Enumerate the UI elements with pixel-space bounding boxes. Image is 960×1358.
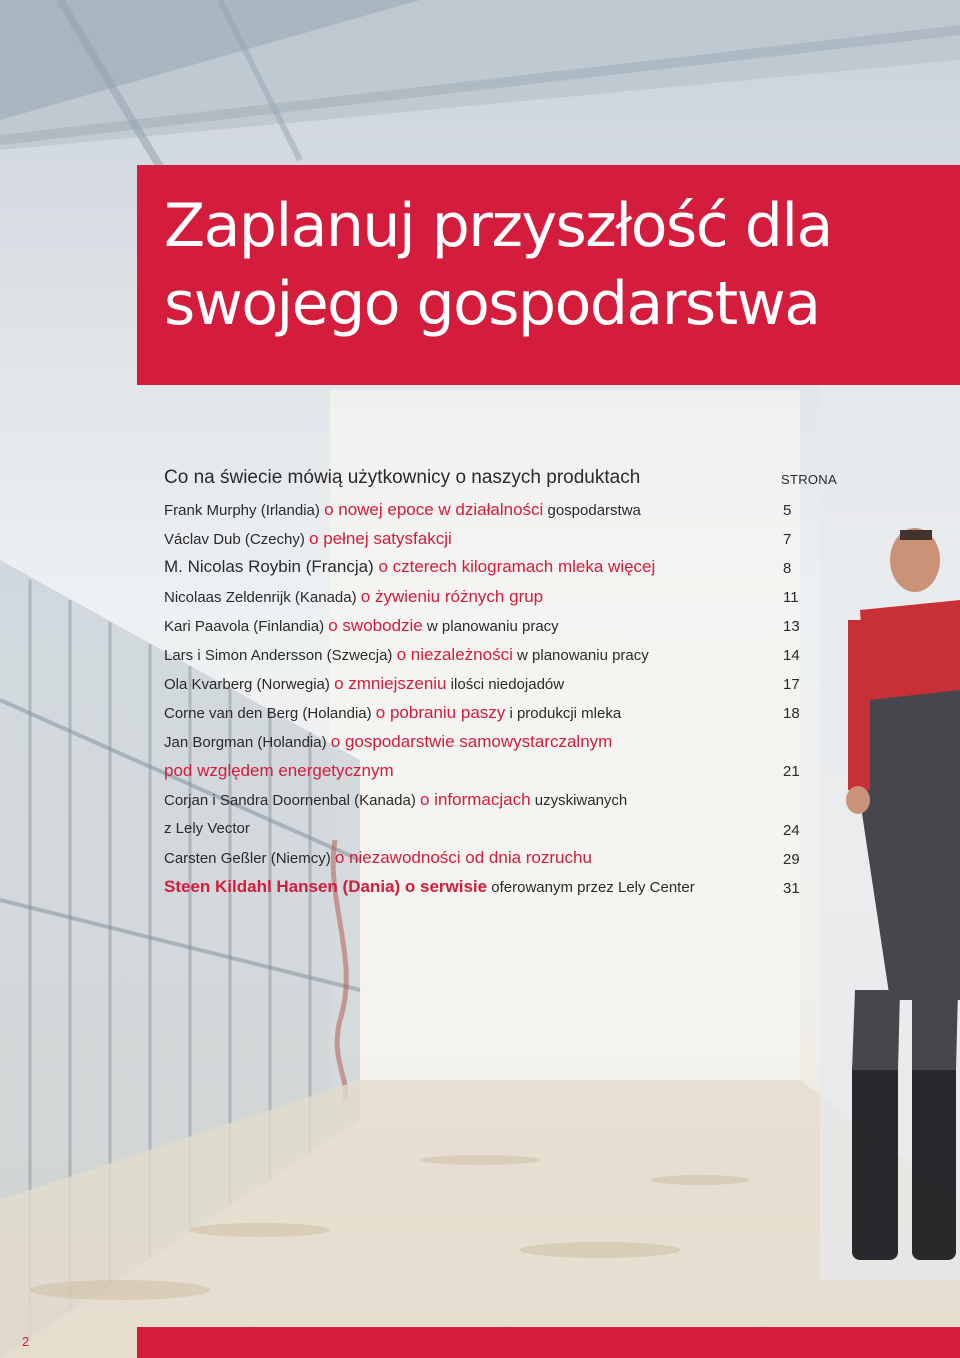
toc-entry[interactable] [164,674,564,694]
toc-entry-topic: o niezawodności od dnia rozruchu [334,848,592,867]
toc-entry-continuation [164,820,250,837]
toc-entry-topic: o nowej epoce w działalności [324,500,544,519]
toc-entry-person: Jan Borgman (Holandia) [164,734,331,751]
toc-page-number: 31 [783,880,800,897]
toc-page-number: 17 [783,676,800,693]
toc-entry-suffix: w planowaniu pracy [512,647,649,664]
toc-entry[interactable] [164,732,612,752]
toc-entry[interactable] [164,500,641,520]
page-title: Zaplanuj przyszłość dla swojego gospodarstwa [164,191,832,339]
toc-entry-topic: o niezależności [396,645,513,664]
toc-entry-topic: o swobodzie [328,616,423,635]
toc-entry-topic: o gospodarstwie samowystarczalnym [330,732,613,751]
toc-entry[interactable] [164,557,655,577]
toc-page-number: 29 [783,851,800,868]
toc-entry-person: Corne van den Berg (Holandia) [164,705,376,722]
toc-entry-person: Lars i Simon Andersson (Szwecja) [164,647,397,664]
toc-entry-person: Nicolaas Zeldenrijk (Kanada) [164,589,361,606]
toc-entry-person: Carsten Geßler (Niemcy) [164,850,335,867]
toc-entry-suffix: gospodarstwa [543,502,641,519]
toc-page-number: 11 [783,589,799,606]
toc-entry-suffix: oferowanym przez Lely Center [487,879,695,896]
toc-entry[interactable] [164,877,695,897]
toc-page-number: 21 [783,763,800,780]
toc-page-number: 7 [783,531,792,548]
toc-entry-continuation [164,761,394,781]
toc-entry[interactable] [164,645,649,665]
toc-entry-person: Corjan i Sandra Doornenbal (Kanada) [164,792,420,809]
toc-entry-person: Václav Dub (Czechy) [164,531,310,548]
toc-entry-topic-continued: pod względem energetycznym [164,761,394,780]
toc-page-number: 13 [783,618,800,635]
footer-bar [137,1327,960,1358]
page-column-label: STRONA [781,472,837,487]
toc-entry-person: Ola Kvarberg (Norwegia) [164,676,335,693]
toc-entry-topic: o zmniejszeniu [334,674,447,693]
toc-entry[interactable] [164,529,452,549]
toc-entry-person: Steen Kildahl Hansen (Dania) o serwisie [164,877,488,896]
toc-page-number: 18 [783,705,800,722]
toc-entry[interactable] [164,616,559,636]
toc-entry-suffix: uzyskiwanych [530,792,628,809]
toc-page-number: 5 [783,502,792,519]
toc-entry-topic: o informacjach [420,790,531,809]
toc-entry-suffix-continued: z Lely Vector [164,820,250,837]
toc-entry-topic: o pełnej satysfakcji [309,529,452,548]
page-number: 2 [22,1334,30,1349]
toc-entry-topic: o czterech kilogramach mleka więcej [378,557,656,576]
toc-entry[interactable] [164,587,543,607]
toc-heading: Co na świecie mówią użytkownicy o naszych produktach [164,467,641,488]
toc-page-number: 8 [783,560,792,577]
toc-entry-suffix: ilości niedojadów [446,676,565,693]
toc-entry-topic: o żywieniu różnych grup [360,587,544,606]
toc-entry-suffix: i produkcji mleka [505,705,622,722]
toc-entry-person: Kari Paavola (Finlandia) [164,618,329,635]
toc-page-number: 24 [783,822,800,839]
toc-entry[interactable] [164,703,621,723]
toc-entry-suffix: w planowaniu pracy [422,618,559,635]
toc-entry-person: M. Nicolas Roybin (Francja) [164,557,379,576]
toc-page-number: 14 [783,647,800,664]
title-banner [137,165,960,385]
toc-entry-topic: o pobraniu paszy [375,703,506,722]
toc-entry[interactable] [164,848,592,868]
toc-entry-person: Frank Murphy (Irlandia) [164,502,325,519]
toc-entry[interactable] [164,790,627,810]
